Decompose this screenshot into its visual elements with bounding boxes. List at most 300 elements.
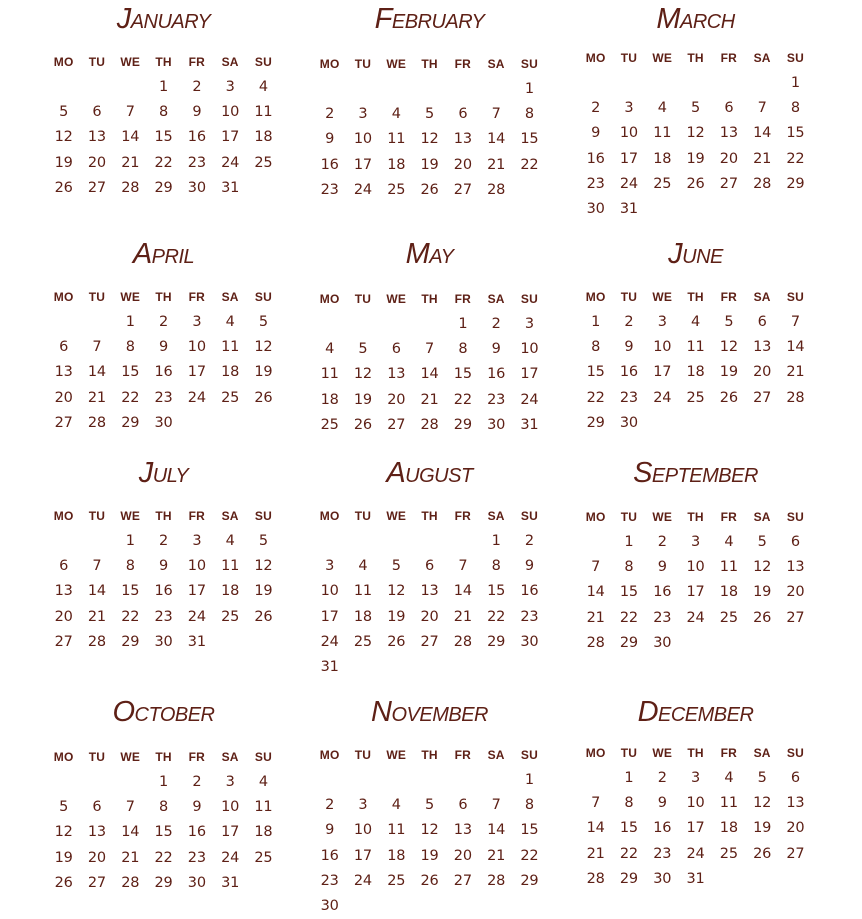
day-cell: 23	[320, 872, 339, 889]
day-cell: 22	[121, 608, 140, 625]
weekday-label: SU	[786, 510, 804, 524]
day-cell: 21	[487, 156, 506, 173]
day-cell: 11	[719, 559, 738, 576]
day-cell: 5	[724, 314, 734, 330]
day-cell: 20	[786, 584, 805, 601]
day-cell: 28	[420, 416, 439, 433]
day-cell: 28	[753, 175, 772, 192]
day-cell: 10	[653, 339, 672, 356]
week-row	[313, 793, 561, 818]
weekday-label: FR	[188, 509, 206, 523]
weekday-label: TH	[421, 292, 438, 306]
week-row	[47, 125, 295, 150]
weekday-label: SA	[221, 750, 239, 764]
week-row	[579, 816, 827, 841]
day-cell: 26	[420, 181, 439, 198]
week-row	[47, 360, 295, 385]
day-cell: 6	[92, 104, 102, 121]
day-cell: 28	[121, 874, 140, 891]
day-cell: 26	[753, 609, 772, 626]
weekday-label: SU	[254, 509, 272, 523]
day-cell: 15	[520, 822, 539, 839]
day-cell: 27	[719, 175, 738, 192]
day-cell: 6	[59, 339, 69, 356]
week-row	[47, 820, 295, 845]
week-row	[579, 71, 827, 96]
day-cell: 23	[586, 175, 605, 192]
weekday-label: SA	[221, 509, 239, 523]
day-cell: 24	[320, 633, 339, 650]
day-cell: 17	[619, 150, 638, 167]
day-cell: 18	[254, 129, 273, 146]
weekday-label: FR	[720, 51, 738, 65]
week-row	[47, 630, 295, 655]
weekday-label: FR	[454, 57, 472, 71]
week-row	[313, 388, 561, 413]
weekday-header-row	[47, 508, 295, 524]
day-cell: 10	[221, 104, 240, 121]
month-july	[47, 458, 295, 655]
day-cell: 31	[619, 200, 638, 217]
week-row	[313, 554, 561, 579]
month-june	[579, 239, 827, 436]
weekday-label: SU	[520, 509, 538, 523]
day-cell: 1	[159, 774, 169, 790]
day-cell: 23	[320, 181, 339, 198]
weekday-label: MO	[585, 746, 606, 760]
day-cell: 13	[420, 583, 439, 600]
day-cell: 29	[520, 872, 539, 889]
day-cell: 24	[520, 391, 539, 408]
day-cell: 2	[159, 533, 169, 549]
weekday-label: WE	[386, 292, 407, 306]
week-row	[313, 630, 561, 655]
weekday-label: TU	[88, 750, 106, 764]
day-cell: 20	[753, 364, 772, 381]
day-cell: 7	[591, 795, 601, 812]
day-cell: 3	[225, 79, 235, 95]
day-cell: 24	[221, 154, 240, 171]
day-cell: 25	[387, 181, 406, 198]
day-cell: 31	[221, 179, 240, 196]
day-cell: 14	[753, 125, 772, 142]
weekday-label: SU	[520, 57, 538, 71]
day-cell: 23	[520, 608, 539, 625]
weekday-label: SA	[221, 55, 239, 69]
month-december	[579, 697, 827, 892]
day-cell: 2	[624, 314, 634, 330]
week-row	[47, 605, 295, 630]
weekday-label: SA	[221, 290, 239, 304]
day-cell: 4	[258, 774, 268, 790]
day-cell: 3	[691, 770, 701, 786]
day-cell: 22	[121, 389, 140, 406]
day-cell: 30	[586, 200, 605, 217]
day-cell: 8	[491, 558, 501, 575]
day-cell: 21	[753, 150, 772, 167]
day-cell: 14	[121, 824, 140, 841]
weekday-label: MO	[53, 750, 74, 764]
weekday-label: MO	[319, 57, 340, 71]
weekday-label: MO	[53, 509, 74, 523]
day-cell: 5	[59, 104, 69, 121]
day-cell: 16	[619, 364, 638, 381]
day-cell: 26	[254, 608, 273, 625]
week-row	[579, 360, 827, 385]
weekday-label: MO	[53, 290, 74, 304]
weekday-label: TU	[88, 509, 106, 523]
day-cell: 9	[491, 341, 501, 358]
day-cell: 7	[591, 559, 601, 576]
week-row	[313, 844, 561, 869]
day-cell: 27	[87, 874, 106, 891]
day-cell: 1	[491, 533, 501, 549]
day-cell: 19	[254, 583, 273, 600]
day-cell: 19	[420, 156, 439, 173]
day-cell: 17	[187, 364, 206, 381]
day-cell: 2	[657, 770, 667, 786]
day-cell: 23	[154, 608, 173, 625]
day-cell: 28	[487, 872, 506, 889]
day-cell: 2	[524, 533, 534, 549]
weekday-label: TH	[687, 290, 704, 304]
week-row	[313, 337, 561, 362]
weekday-header-row	[579, 50, 827, 66]
day-cell: 16	[520, 583, 539, 600]
day-cell: 9	[325, 822, 335, 839]
day-cell: 21	[87, 608, 106, 625]
weekday-label: FR	[720, 510, 738, 524]
weekday-label: SA	[753, 51, 771, 65]
day-cell: 10	[619, 125, 638, 142]
day-cell: 16	[586, 150, 605, 167]
week-row	[313, 529, 561, 554]
day-cell: 1	[125, 314, 135, 330]
day-cell: 12	[387, 583, 406, 600]
day-cell: 15	[121, 583, 140, 600]
day-cell: 25	[686, 389, 705, 406]
day-cell: 14	[420, 366, 439, 383]
weekday-label: MO	[319, 509, 340, 523]
day-cell: 22	[619, 845, 638, 862]
weekday-label: TH	[155, 750, 172, 764]
day-cell: 1	[458, 316, 468, 332]
day-cell: 15	[520, 131, 539, 148]
week-row	[579, 791, 827, 816]
day-cell: 19	[54, 154, 73, 171]
day-cell: 26	[686, 175, 705, 192]
day-cell: 8	[591, 339, 601, 356]
day-cell: 6	[425, 558, 435, 575]
day-cell: 25	[254, 849, 273, 866]
day-cell: 28	[487, 181, 506, 198]
day-cell: 27	[786, 609, 805, 626]
weekday-label: MO	[53, 55, 74, 69]
day-cell: 5	[258, 314, 268, 330]
day-cell: 29	[154, 179, 173, 196]
weekday-label: TU	[354, 57, 372, 71]
day-cell: 20	[387, 391, 406, 408]
weekday-header-row	[47, 54, 295, 70]
weekday-label: WE	[652, 51, 673, 65]
day-cell: 25	[320, 416, 339, 433]
day-cell: 23	[653, 609, 672, 626]
day-cell: 25	[653, 175, 672, 192]
day-cell: 10	[353, 822, 372, 839]
week-row	[47, 335, 295, 360]
weekday-label: WE	[652, 290, 673, 304]
day-cell: 22	[786, 150, 805, 167]
day-cell: 10	[187, 558, 206, 575]
day-cell: 11	[719, 795, 738, 812]
day-cell: 23	[619, 389, 638, 406]
day-cell: 2	[192, 774, 202, 790]
month-title: September	[633, 457, 758, 489]
day-cell: 6	[790, 770, 800, 786]
day-cell: 15	[487, 583, 506, 600]
week-row	[47, 310, 295, 335]
day-cell: 30	[320, 897, 339, 914]
weekday-label: TU	[620, 746, 638, 760]
weekday-label: FR	[188, 750, 206, 764]
weekday-label: TU	[88, 290, 106, 304]
day-cell: 18	[719, 820, 738, 837]
weekday-label: MO	[319, 748, 340, 762]
day-cell: 2	[491, 316, 501, 332]
day-cell: 1	[624, 534, 634, 550]
week-row	[579, 606, 827, 631]
day-cell: 11	[686, 339, 705, 356]
month-title: January	[116, 3, 211, 35]
week-row	[579, 631, 827, 656]
day-cell: 26	[719, 389, 738, 406]
day-cell: 27	[453, 181, 472, 198]
day-cell: 17	[353, 156, 372, 173]
day-cell: 17	[221, 824, 240, 841]
day-cell: 2	[657, 534, 667, 550]
day-cell: 15	[453, 366, 472, 383]
day-cell: 18	[686, 364, 705, 381]
day-cell: 21	[487, 847, 506, 864]
week-row	[313, 153, 561, 178]
day-cell: 13	[387, 366, 406, 383]
week-row	[313, 178, 561, 203]
day-cell: 18	[719, 584, 738, 601]
weekday-label: TH	[687, 51, 704, 65]
week-row	[313, 77, 561, 102]
day-cell: 18	[221, 364, 240, 381]
day-cell: 7	[425, 341, 435, 358]
day-cell: 27	[753, 389, 772, 406]
day-cell: 7	[757, 100, 767, 117]
weekday-label: FR	[188, 55, 206, 69]
day-cell: 22	[154, 849, 173, 866]
day-cell: 24	[619, 175, 638, 192]
day-cell: 17	[686, 584, 705, 601]
day-cell: 17	[353, 847, 372, 864]
day-cell: 28	[586, 870, 605, 887]
day-cell: 13	[87, 129, 106, 146]
day-cell: 16	[187, 824, 206, 841]
day-cell: 10	[320, 583, 339, 600]
week-row	[313, 127, 561, 152]
day-cell: 29	[121, 414, 140, 431]
day-cell: 19	[387, 608, 406, 625]
weekday-label: SA	[487, 748, 505, 762]
day-cell: 13	[453, 131, 472, 148]
day-cell: 10	[353, 131, 372, 148]
day-cell: 2	[325, 106, 335, 123]
day-cell: 14	[87, 364, 106, 381]
day-cell: 3	[192, 314, 202, 330]
day-cell: 12	[753, 795, 772, 812]
weekday-label: SU	[520, 292, 538, 306]
day-cell: 11	[387, 822, 406, 839]
day-cell: 22	[520, 847, 539, 864]
day-cell: 7	[458, 558, 468, 575]
day-cell: 7	[491, 106, 501, 123]
day-cell: 19	[254, 364, 273, 381]
day-cell: 15	[586, 364, 605, 381]
day-cell: 15	[786, 125, 805, 142]
weekday-label: MO	[585, 510, 606, 524]
day-cell: 18	[387, 156, 406, 173]
day-cell: 21	[420, 391, 439, 408]
day-cell: 11	[320, 366, 339, 383]
day-cell: 4	[225, 533, 235, 549]
day-cell: 16	[653, 820, 672, 837]
week-row	[313, 312, 561, 337]
day-cell: 7	[125, 799, 135, 816]
week-row	[47, 770, 295, 795]
day-cell: 2	[192, 79, 202, 95]
day-cell: 22	[586, 389, 605, 406]
weekday-label: TU	[620, 290, 638, 304]
day-cell: 22	[453, 391, 472, 408]
weekday-label: FR	[454, 748, 472, 762]
day-cell: 30	[187, 874, 206, 891]
day-cell: 12	[753, 559, 772, 576]
day-cell: 25	[221, 608, 240, 625]
day-cell: 4	[724, 534, 734, 550]
month-february	[313, 4, 561, 203]
day-cell: 21	[453, 608, 472, 625]
day-cell: 16	[154, 583, 173, 600]
day-cell: 4	[225, 314, 235, 330]
day-cell: 15	[619, 584, 638, 601]
weekday-label: WE	[652, 510, 673, 524]
day-cell: 18	[653, 150, 672, 167]
week-row	[579, 96, 827, 121]
week-row	[579, 172, 827, 197]
day-cell: 14	[487, 822, 506, 839]
week-row	[47, 411, 295, 436]
day-cell: 9	[159, 558, 169, 575]
month-title: June	[668, 238, 723, 270]
day-cell: 11	[254, 104, 273, 121]
day-cell: 23	[187, 849, 206, 866]
weekday-header-row	[313, 291, 561, 307]
week-row	[47, 846, 295, 871]
day-cell: 7	[790, 314, 800, 330]
weekday-label: TH	[687, 510, 704, 524]
day-cell: 12	[254, 339, 273, 356]
day-cell: 18	[353, 608, 372, 625]
day-cell: 29	[586, 414, 605, 431]
day-cell: 29	[786, 175, 805, 192]
month-november	[313, 697, 561, 919]
day-cell: 18	[221, 583, 240, 600]
day-cell: 14	[453, 583, 472, 600]
day-cell: 5	[757, 534, 767, 550]
day-cell: 23	[187, 154, 206, 171]
weekday-label: SU	[254, 290, 272, 304]
week-row	[579, 766, 827, 791]
day-cell: 6	[458, 797, 468, 814]
weekday-label: WE	[386, 509, 407, 523]
day-cell: 4	[258, 79, 268, 95]
day-cell: 14	[786, 339, 805, 356]
day-cell: 25	[719, 609, 738, 626]
day-cell: 13	[719, 125, 738, 142]
day-cell: 24	[686, 609, 705, 626]
day-cell: 3	[691, 534, 701, 550]
weekday-label: TU	[620, 510, 638, 524]
day-cell: 25	[221, 389, 240, 406]
weekday-label: FR	[188, 290, 206, 304]
day-cell: 12	[54, 824, 73, 841]
day-cell: 24	[221, 849, 240, 866]
day-cell: 25	[387, 872, 406, 889]
month-title: October	[112, 696, 215, 728]
day-cell: 5	[391, 558, 401, 575]
day-cell: 1	[591, 314, 601, 330]
day-cell: 26	[420, 872, 439, 889]
day-cell: 20	[719, 150, 738, 167]
day-cell: 27	[786, 845, 805, 862]
day-cell: 24	[187, 389, 206, 406]
day-cell: 19	[719, 364, 738, 381]
day-cell: 29	[619, 870, 638, 887]
day-cell: 7	[92, 558, 102, 575]
day-cell: 10	[686, 559, 705, 576]
day-cell: 22	[154, 154, 173, 171]
day-cell: 12	[254, 558, 273, 575]
day-cell: 3	[358, 797, 368, 814]
month-title: March	[656, 3, 735, 35]
week-row	[313, 869, 561, 894]
weekday-label: MO	[319, 292, 340, 306]
weekday-label: MO	[585, 290, 606, 304]
weekday-label: TH	[155, 55, 172, 69]
day-cell: 30	[520, 633, 539, 650]
weekday-label: TU	[354, 509, 372, 523]
weekday-header-row	[47, 289, 295, 305]
day-cell: 4	[391, 106, 401, 123]
weekday-label: TH	[155, 290, 172, 304]
day-cell: 10	[221, 799, 240, 816]
month-title: May	[405, 238, 454, 270]
day-cell: 8	[159, 104, 169, 121]
weekday-header-row	[313, 56, 561, 72]
day-cell: 17	[187, 583, 206, 600]
day-cell: 12	[420, 822, 439, 839]
week-row	[313, 102, 561, 127]
day-cell: 16	[653, 584, 672, 601]
day-cell: 1	[624, 770, 634, 786]
month-january	[47, 4, 295, 201]
day-cell: 11	[387, 131, 406, 148]
